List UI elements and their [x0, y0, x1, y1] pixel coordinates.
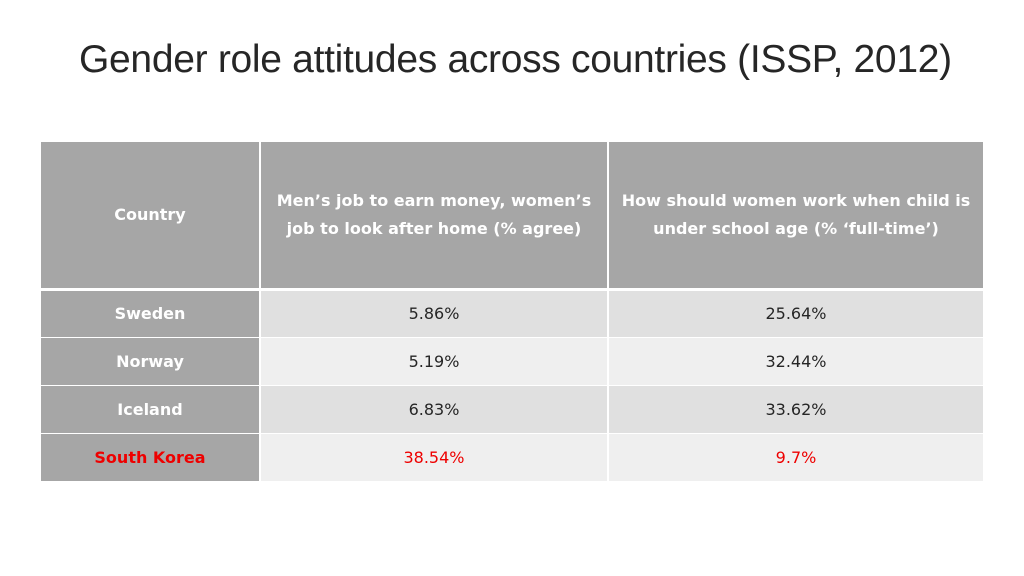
country-cell: Sweden: [41, 289, 260, 337]
agree-cell: 5.86%: [260, 289, 608, 337]
full-time-cell: 32.44%: [608, 337, 983, 385]
table-row-highlighted: [41, 433, 983, 481]
full-time-cell: 25.64%: [608, 289, 983, 337]
table-header-row: [41, 142, 983, 289]
attitudes-table: [41, 142, 983, 482]
table-row: [41, 385, 983, 433]
header-country: Country: [41, 142, 260, 289]
country-cell: South Korea: [41, 433, 260, 481]
slide-title: Gender role attitudes across countries (ISSP, 2012): [79, 38, 952, 81]
agree-cell: 5.19%: [260, 337, 608, 385]
table-row: [41, 289, 983, 337]
country-cell: Norway: [41, 337, 260, 385]
country-cell: Iceland: [41, 385, 260, 433]
table-row: [41, 337, 983, 385]
full-time-cell: 33.62%: [608, 385, 983, 433]
header-agree: Men’s job to earn money, women’s job to look after home (% agree): [260, 142, 608, 289]
agree-cell: 6.83%: [260, 385, 608, 433]
header-full-time: How should women work when child is under school age (% ‘full-time’): [608, 142, 983, 289]
agree-cell: 38.54%: [260, 433, 608, 481]
full-time-cell: 9.7%: [608, 433, 983, 481]
